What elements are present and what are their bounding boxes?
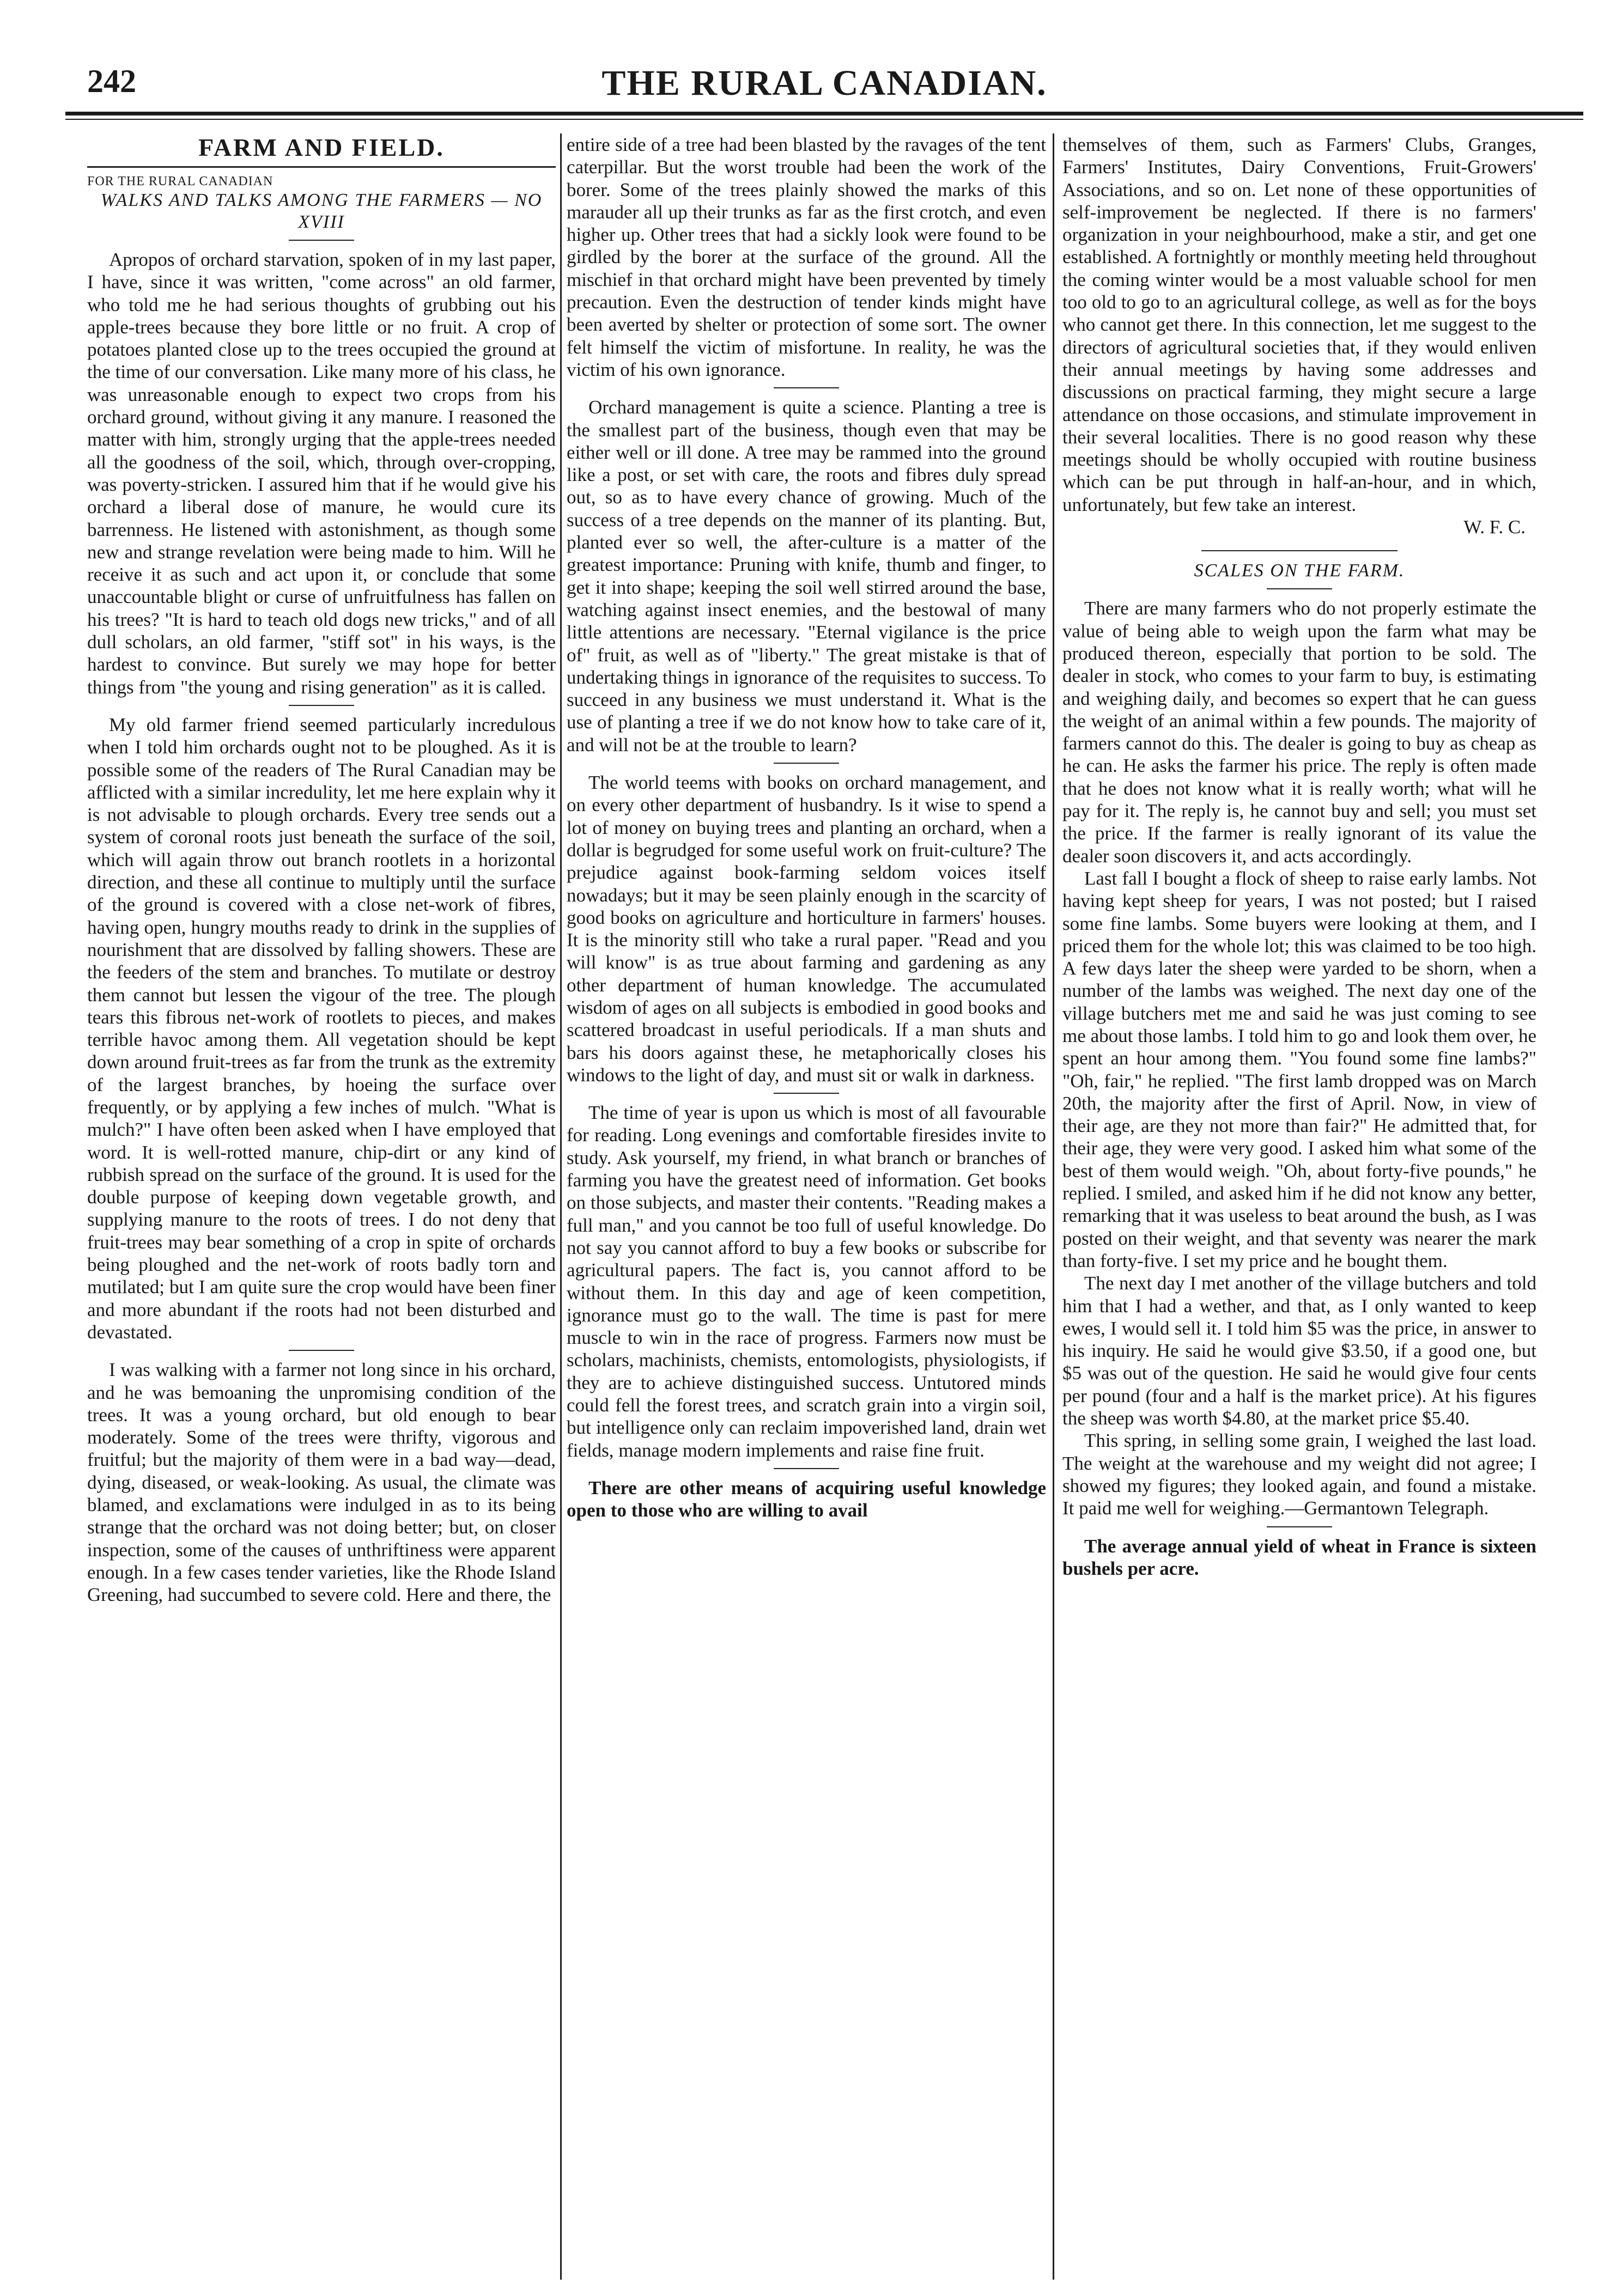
separator bbox=[1267, 588, 1332, 589]
paragraph: entire side of a tree had been blasted by the ravages of the tent caterpillar. But the worst trouble had been the work of the borer. Some of the trees plainly showed the marks of this marauder all up their trunks as far as the first crotch, and even higher up. Other trees that had a sickly look were found to be girdled by the borer at the surface of the ground. All the mischief in that orchard might have been prevented by timely precaution. Even the destruction of tender kinds might have been averted by shelter or protection of some sort. The owner felt himself the victim of misfortune. In reality, he was the victim of his own ignorance. bbox=[567, 134, 1046, 380]
paragraph: Apropos of orchard starvation, spoken of in my last paper, I have, since it was written, "come across" an old farmer, who told me he had serious thoughts of grubbing out his apple-trees because they bore little or no fruit. A crop of potatoes planted close up to the trees occupied the ground at the time of our conversation. Like many more of his class, he was unreasonable enough to expect two crops from his orchard ground, without giving it any manure. I reasoned the matter with him, strongly urging that the apple-trees needed all the goodness of the soil, which, through over-cropping, was poverty-stricken. I assured him that if he would give his orchard a liberal dose of manure, he would cure its barrenness. He listened with astonishment, as though some new and strange revelation were being made to him. Will he receive it as such and act upon it, or conclude that some unaccountable blight or curse of unfruitfulness has fallen on his trees? "It is hard to teach old dogs new tricks," and of all dull scholars, an old farmer, "stiff sot" in his ways, is the hardest to convince. But surely we may hope for better things from "the young and rising generation" as it is called. bbox=[87, 249, 556, 698]
article-title: WALKS AND TALKS AMONG THE FARMERS — NO XVIII bbox=[100, 190, 543, 232]
paragraph: The time of year is upon us which is most of all favourable for reading. Long evenings and comfortable firesides invite to study. Ask yourself, my friend, in what branch or branches of farming you have the greatest need of information. Get books on those subjects, and master their contents. "Reading makes a full man," and you cannot be too full of useful knowledge. Do not say you cannot afford to buy a few books or subscribe for agricultural papers. The fact is, you cannot afford to be without them. In this day and age of keen competition, ignorance must go to the wall. The time is past for mere muscle to win in the race of progress. Farmers now must be scholars, machinists, chemists, entomologists, physiologists, if they are to achieve distinguished success. Untutored minds could fell the forest trees, and scratch grain into a virgin soil, but intelligence only can reclaim impoverished land, drain wet fields, manage modern implements and raise fine fruit. bbox=[567, 1102, 1046, 1461]
paragraph: There are other means of acquiring useful knowledge open to those who are willing to avail bbox=[567, 1477, 1046, 1521]
separator bbox=[1201, 550, 1398, 551]
separator bbox=[774, 1093, 839, 1094]
page-header bbox=[65, 57, 1583, 117]
column-1 bbox=[87, 133, 556, 2274]
separator bbox=[289, 1350, 354, 1351]
paragraph: My old farmer friend seemed particularly incredulous when I told him orchards ought not to be ploughed. As it is possible some of the readers of The Rural Canadian may be afflicted with a similar incredulity, let me here explain why it is not advisable to plough orchards. Every tree sends out a system of coronal roots just beneath the surface of the soil, which will again throw out branch rootlets in a horizontal direction, and these all continue to multiply until the surface of the ground is covered with a close net-work of fibres, having open, hungry mouths ready to drink in the supplies of nourishment that are dissolved by falling showers. These are the feeders of the stem and branches. To mutilate or destroy them cannot but lessen the vigour of the tree. The plough tears this fibrous net-work of rootlets to pieces, and makes terrible havoc among them. All vegetation should be kept down around fruit-trees as far from the trunk as the extremity of the largest branches, by hoeing the surface over frequently, or by applying a few inches of mulch. "What is mulch?" I have often been asked when I have employed that word. It is well-rotted manure, chip-dirt or any kind of rubbish spread on the surface of the ground. It is used for the double purpose of keeping down vegetable growth, and supplying manure to the roots of trees. I do not deny that fruit-trees may bear something of a crop in spite of orchards being ploughed and the net-work of roots badly torn and mutilated; but I am quite sure the crop would have been finer and more abundant if the roots had not been disturbed and devastated. bbox=[87, 714, 556, 1343]
column-divider-2 bbox=[1053, 133, 1054, 2280]
separator bbox=[774, 1468, 839, 1469]
header-rule-thick bbox=[65, 112, 1583, 115]
paragraph: The average annual yield of wheat in France is sixteen bushels per acre. bbox=[1062, 1535, 1536, 1579]
separator bbox=[1267, 1526, 1332, 1527]
paragraph: The next day I met another of the village butchers and told him that I had a wether, and that, as I only wanted to keep ewes, I would sell it. I told him $5 was the price, in answer to his inquiry. He said he would give $3.50, if a good one, but $5 was out of the question. He said he would give four cents per pound (four and a half is the market price). At his figures the sheep was worth $4.80, at the market price $5.40. bbox=[1062, 1272, 1536, 1429]
section-rule bbox=[87, 166, 556, 168]
paragraph: There are many farmers who do not properly estimate the value of being able to weigh upon the farm what may be produced thereon, especially that portion to be sold. The dealer in stock, who comes to your farm to buy, is estimating and weighing daily, and becomes so expert that he can guess the weight of an animal within a few pounds. The majority of farmers cannot do this. The dealer is going to buy as cheap as he can. He asks the farmer his price. The reply is often made that he does not know what it is really worth; what will he pay for it. The reply is, he cannot buy and sell; you must set the price. If the farmer is really ignorant of its value the dealer soon discovers it, and acts accordingly. bbox=[1062, 598, 1536, 867]
paragraph: Last fall I bought a flock of sheep to raise early lambs. Not having kept sheep for years, I was not posted; but I raised some fine lambs. Some buyers were looking at them, and I priced them for the whole lot; this was claimed to be too high. A few days later the sheep were yarded to be shorn, when a number of the lambs was weighed. The next day one of the village butchers met me and said he was just coming to see me about those lambs. I told him to go and look them over, he spent an hour among them. "You found some fine lambs?" "Oh, fair," he replied. "The first lamb dropped was on March 20th, the majority after the first of April. Now, in view of their age, are they not more than fair?" He admitted that, for their age, they were very good. I asked him what some of the best of them would weigh. "Oh, about forty-five pounds," he replied. I smiled, and asked him if he did not know any better, remarking that it was useless to beat around the bush, as I was posted on their weight, and that seventy was nearer the mark than forty-five. I set my price and he bought them. bbox=[1062, 867, 1536, 1271]
signature: W. F. C. bbox=[1463, 516, 1526, 538]
header-rule-thin bbox=[65, 119, 1583, 120]
paragraph: Orchard management is quite a science. Planting a tree is the smallest part of the business, though even that may be either well or ill done. A tree may be rammed into the ground like a post, or set with care, the roots and fibres duly spread out, so as to have every chance of growing. Much of the success of a tree depends on the manner of its planting. But, planted ever so well, the after-culture is a matter of the greatest importance: Pruning with knife, thumb and finger, to get it into shape; keeping the soil well stirred around the base, watching against insect enemies, and the bestowal of many little attentions are necessary. "Eternal vigilance is the price of" fruit, as well as of "liberty." The great mistake is that of undertaking things in ignorance of the requisites to success. To succeed in any business we must understand it. What is the use of planting a tree if we do not know how to take care of it, and will not be at the trouble to learn? bbox=[567, 397, 1046, 756]
section-title: FARM AND FIELD. bbox=[198, 133, 445, 161]
separator bbox=[774, 763, 839, 764]
separator bbox=[774, 387, 839, 388]
column-3 bbox=[1062, 133, 1536, 2274]
column-divider-1 bbox=[560, 133, 562, 2280]
paragraph: I was walking with a farmer not long since in his orchard, and he was bemoaning the unpromising condition of the trees. It was a young orchard, but old enough to bear moderately. Some of the trees were thrifty, vigorous and fruitful; but the majority of them were in a bad way—dead, dying, diseased, or weak-looking. As usual, the climate was blamed, and exclamations were indulged in as to its being strange that the orchard was not doing better; but, on closer inspection, some of the causes of unthriftiness were apparent enough. In a few cases tender varieties, like the Rhode Island Greening, had succumbed to severe cold. Here and there, the bbox=[87, 1359, 556, 1606]
paragraph: themselves of them, such as Farmers' Clubs, Granges, Farmers' Institutes, Dairy Conventions, Fruit-Growers' Associations, and so on. Let none of these opportunities of self-improvement be neglected. If there is no farmers' organization in your neighbourhood, make a stir, and get one established. A fortnightly or monthly meeting held throughout the coming winter would be a most valuable school for men too old to go to an agricultural college, as well as for the boys who cannot get there. In this connection, let me suggest to the directors of agricultural societies that, if they would enliven their annual meetings by having some addresses and discussions on practical farming, they might secure a large attendance on those occasions, and stimulate improvement in their several localities. There is no good reason why these meetings should be wholly occupied with routine business which can be put through in half-an-hour, and in which, unfortunately, but few take an interest. bbox=[1062, 134, 1536, 515]
page-number: 242 bbox=[87, 63, 136, 99]
paragraph: This spring, in selling some grain, I weighed the last load. The weight at the warehouse and my weight did not agree; I showed my figures; they looked again, and found a mistake. It paid me well for weighing.—Germantown Telegraph. bbox=[1062, 1430, 1536, 1519]
article-title-scales: SCALES ON THE FARM. bbox=[1194, 561, 1405, 581]
separator bbox=[289, 240, 354, 241]
separator bbox=[289, 705, 354, 706]
attribution: FOR THE RURAL CANADIAN bbox=[87, 174, 274, 188]
paragraph: The world teems with books on orchard management, and on every other department of husbandry. Is it wise to spend a lot of money on buying trees and planting an orchard, when a dollar is begrudged for some useful work on fruit-culture? The prejudice against book-farming seldom voices itself nowadays; but it may be seen plainly enough in the scarcity of good books on agriculture and horticulture in farmers' houses. It is the minority still who take a rural paper. "Read and you will know" is as true about farming and gardening as any other department of human knowledge. The accumulated wisdom of ages on all subjects is embodied in good books and scattered broadcast in useful periodicals. If a man shuts and bars his doors against these, he metaphorically closes his windows to the light of day, and must sit or walk in darkness. bbox=[567, 772, 1046, 1086]
column-2 bbox=[567, 133, 1046, 2274]
running-title: THE RURAL CANADIAN. bbox=[602, 63, 1047, 103]
